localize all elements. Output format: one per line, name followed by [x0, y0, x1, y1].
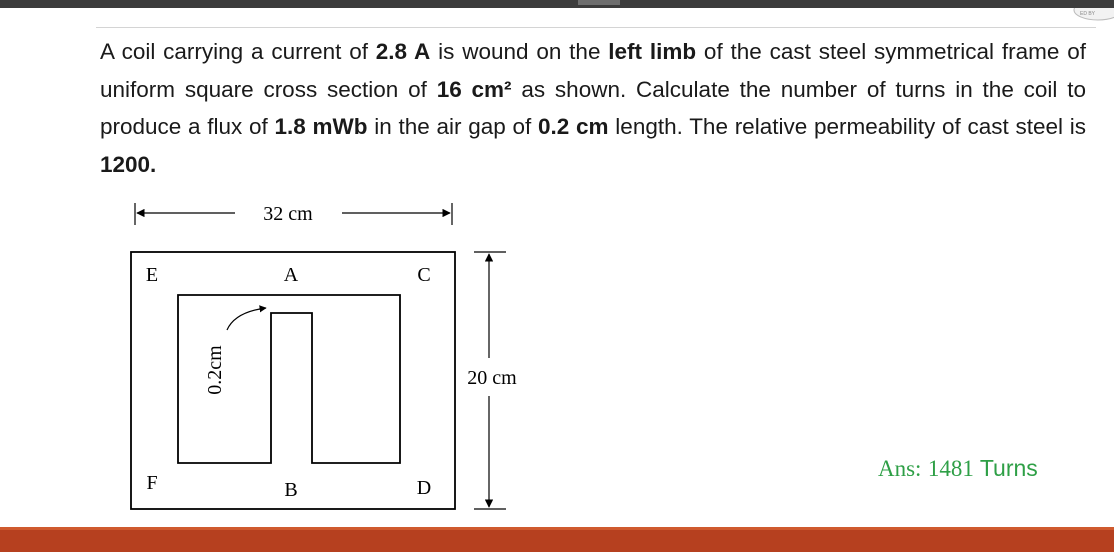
svg-text:ED BY: ED BY [1080, 11, 1096, 17]
answer-value: 1481 [927, 456, 974, 481]
point-a-label: A [283, 264, 299, 286]
width-label: 32 cm [263, 203, 313, 225]
corner-c-label: C [417, 264, 431, 286]
height-label: 20 cm [467, 367, 517, 389]
limb-name: left limb [608, 39, 697, 64]
corner-e-label: E [145, 264, 159, 286]
gap-number: 0.2 [538, 114, 570, 139]
problem-text-3: of the cast steel symmetrical frame of uniform square cross section of [100, 39, 1086, 102]
flux-value: 1.8 mWb [274, 114, 368, 139]
area-number: 16 [436, 76, 462, 102]
problem-text-4: as shown. Calculate the number of turns in the coil to produce a flux of [100, 76, 1086, 139]
outer-frame [131, 252, 455, 509]
problem-text-2: is wound on the [430, 39, 609, 64]
corner-f-label: F [146, 472, 158, 494]
answer-unit: Turns [979, 455, 1038, 481]
footer-highlight [0, 527, 1114, 530]
answer-label: Ans: [878, 456, 922, 481]
footer-bar [0, 527, 1114, 552]
corner-d-label: D [416, 477, 432, 499]
problem-text-1: A coil carrying a current of [100, 39, 376, 64]
problem-text-5: in the air gap of [367, 114, 539, 139]
width-dimension [135, 203, 452, 225]
gap-label: 0.2cm [204, 345, 226, 395]
current-value: 2.8 A [375, 39, 431, 64]
height-dimension [467, 252, 517, 509]
answer-line [878, 455, 1038, 482]
problem-text-6: length. The relative permeability of cast steel is [608, 114, 1086, 139]
point-b-label: B [284, 479, 298, 501]
gap-indicator [204, 308, 266, 395]
area-unit: cm² [471, 76, 512, 102]
gap-unit: cm [576, 114, 609, 139]
permeability-value: 1200. [100, 151, 157, 177]
